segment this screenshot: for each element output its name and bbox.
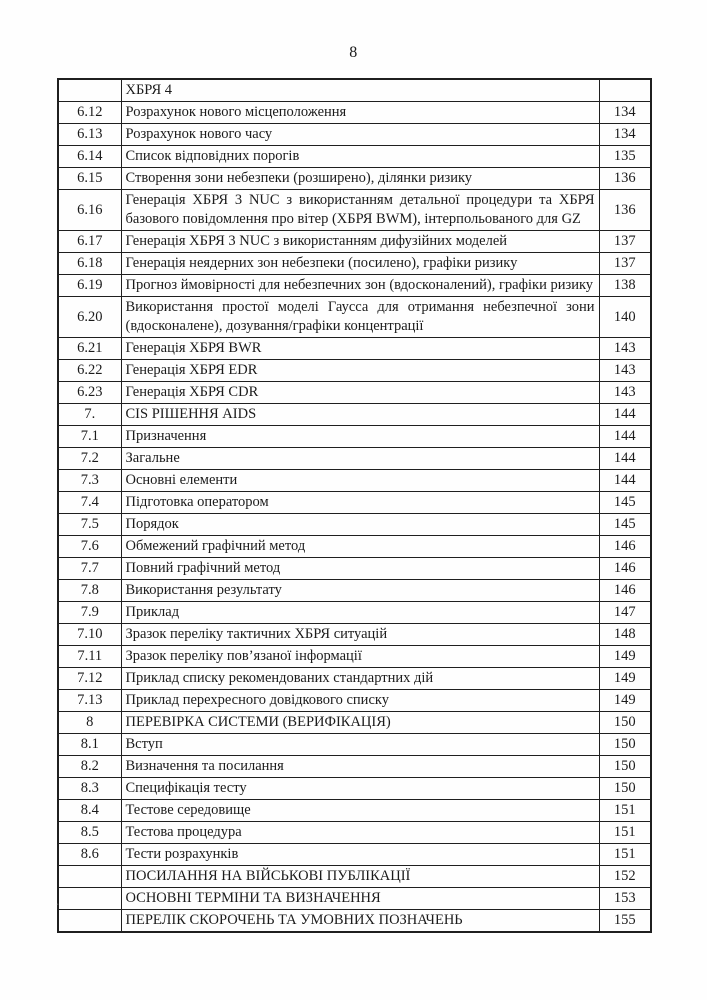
row-number-cell: 7.9	[58, 602, 121, 624]
row-page-cell: 151	[599, 822, 651, 844]
row-page-cell: 143	[599, 382, 651, 404]
row-page-cell: 143	[599, 338, 651, 360]
table-row	[58, 888, 651, 910]
row-title-cell: Загальне	[121, 448, 599, 470]
row-title-cell: ХБРЯ 4	[121, 79, 599, 102]
row-number-cell: 7.	[58, 404, 121, 426]
row-title-cell: Приклад списку рекомендованих стандартних дій	[121, 668, 599, 690]
table-row	[58, 778, 651, 800]
row-title-cell: Генерація ХБРЯ EDR	[121, 360, 599, 382]
row-number-cell: 7.13	[58, 690, 121, 712]
row-number-cell: 6.21	[58, 338, 121, 360]
table-row	[58, 756, 651, 778]
table-row	[58, 79, 651, 102]
row-number-cell: 6.20	[58, 297, 121, 338]
row-number-cell: 7.2	[58, 448, 121, 470]
row-title-cell: Зразок переліку пов’язаної інформації	[121, 646, 599, 668]
table-row	[58, 690, 651, 712]
row-number-cell: 7.7	[58, 558, 121, 580]
table-row	[58, 190, 651, 231]
row-title-cell: ПЕРЕВІРКА СИСТЕМИ (ВЕРИФІКАЦІЯ)	[121, 712, 599, 734]
row-title-cell: Генерація ХБРЯ BWR	[121, 338, 599, 360]
row-page-cell: 147	[599, 602, 651, 624]
row-title-cell: Визначення та посилання	[121, 756, 599, 778]
table-row	[58, 382, 651, 404]
row-title-cell: Список відповідних порогів	[121, 146, 599, 168]
row-title-cell: Генерація ХБРЯ 3 NUC з використанням детальної процедури та ХБРЯ базового повідомлення про вітер (ХБРЯ BWM), інтерпольованого для GZ	[121, 190, 599, 231]
table-row	[58, 297, 651, 338]
table-row	[58, 602, 651, 624]
table-row	[58, 822, 651, 844]
row-number-cell: 8.2	[58, 756, 121, 778]
table-row	[58, 231, 651, 253]
table-row	[58, 146, 651, 168]
row-title-cell: Повний графічний метод	[121, 558, 599, 580]
row-page-cell: 150	[599, 756, 651, 778]
row-number-cell: 6.12	[58, 102, 121, 124]
row-number-cell: 7.3	[58, 470, 121, 492]
row-page-cell: 137	[599, 231, 651, 253]
row-title-cell: ОСНОВНІ ТЕРМІНИ ТА ВИЗНАЧЕННЯ	[121, 888, 599, 910]
row-page-cell: 140	[599, 297, 651, 338]
row-title-cell: Вступ	[121, 734, 599, 756]
row-title-cell: Тести розрахунків	[121, 844, 599, 866]
row-title-cell: Порядок	[121, 514, 599, 536]
row-page-cell: 150	[599, 712, 651, 734]
row-title-cell: Призначення	[121, 426, 599, 448]
row-page-cell: 136	[599, 190, 651, 231]
table-row	[58, 844, 651, 866]
table-row	[58, 734, 651, 756]
row-page-cell: 145	[599, 492, 651, 514]
row-title-cell: Підготовка оператором	[121, 492, 599, 514]
table-row	[58, 338, 651, 360]
table-row	[58, 470, 651, 492]
row-number-cell: 7.11	[58, 646, 121, 668]
row-page-cell: 144	[599, 404, 651, 426]
table-row	[58, 536, 651, 558]
table-row	[58, 360, 651, 382]
row-title-cell: Приклад	[121, 602, 599, 624]
row-page-cell: 136	[599, 168, 651, 190]
table-row	[58, 102, 651, 124]
row-page-cell: 149	[599, 668, 651, 690]
row-title-cell: Розрахунок нового часу	[121, 124, 599, 146]
row-title-cell: Приклад перехресного довідкового списку	[121, 690, 599, 712]
row-number-cell: 6.14	[58, 146, 121, 168]
row-number-cell	[58, 910, 121, 933]
row-title-cell: ПОСИЛАННЯ НА ВІЙСЬКОВІ ПУБЛІКАЦІЇ	[121, 866, 599, 888]
table-row	[58, 580, 651, 602]
table-row	[58, 426, 651, 448]
row-title-cell: CIS РІШЕННЯ AIDS	[121, 404, 599, 426]
row-number-cell: 7.1	[58, 426, 121, 448]
row-page-cell: 148	[599, 624, 651, 646]
row-page-cell: 144	[599, 426, 651, 448]
row-page-cell: 150	[599, 734, 651, 756]
row-page-cell: 134	[599, 102, 651, 124]
row-title-cell: Основні елементи	[121, 470, 599, 492]
row-title-cell: Генерація ХБРЯ CDR	[121, 382, 599, 404]
table-row	[58, 624, 651, 646]
row-page-cell: 144	[599, 470, 651, 492]
row-number-cell: 6.16	[58, 190, 121, 231]
table-row	[58, 866, 651, 888]
row-page-cell	[599, 79, 651, 102]
row-number-cell: 7.4	[58, 492, 121, 514]
table-row	[58, 800, 651, 822]
row-number-cell: 8.6	[58, 844, 121, 866]
row-title-cell: Розрахунок нового місцеположення	[121, 102, 599, 124]
table-row	[58, 910, 651, 933]
row-title-cell: Використання результату	[121, 580, 599, 602]
row-page-cell: 152	[599, 866, 651, 888]
row-page-cell: 143	[599, 360, 651, 382]
row-number-cell	[58, 888, 121, 910]
row-number-cell: 8	[58, 712, 121, 734]
table-row	[58, 668, 651, 690]
row-number-cell: 7.10	[58, 624, 121, 646]
row-page-cell: 153	[599, 888, 651, 910]
table-row	[58, 492, 651, 514]
row-title-cell: Використання простої моделі Гаусса для отримання небезпечної зони (вдосконалене), дозування/графіки концентрації	[121, 297, 599, 338]
row-page-cell: 134	[599, 124, 651, 146]
row-page-cell: 146	[599, 580, 651, 602]
row-page-cell: 151	[599, 800, 651, 822]
row-number-cell: 8.3	[58, 778, 121, 800]
page-number: 8	[349, 44, 358, 61]
stray-dot-mark: .	[56, 893, 60, 908]
table-row	[58, 168, 651, 190]
row-title-cell: Специфікація тесту	[121, 778, 599, 800]
table-of-contents	[57, 78, 652, 933]
row-number-cell: 8.4	[58, 800, 121, 822]
row-page-cell: 138	[599, 275, 651, 297]
row-number-cell: 6.19	[58, 275, 121, 297]
row-page-cell: 155	[599, 910, 651, 933]
row-title-cell: Генерація ХБРЯ 3 NUC з використанням дифузійних моделей	[121, 231, 599, 253]
row-page-cell: 151	[599, 844, 651, 866]
row-title-cell: Тестова процедура	[121, 822, 599, 844]
table-row	[58, 124, 651, 146]
row-page-cell: 145	[599, 514, 651, 536]
toc-body	[58, 79, 651, 932]
row-number-cell: 8.1	[58, 734, 121, 756]
row-title-cell: Генерація неядерних зон небезпеки (посилено), графіки ризику	[121, 253, 599, 275]
table-row	[58, 514, 651, 536]
row-title-cell: Зразок переліку тактичних ХБРЯ ситуацій	[121, 624, 599, 646]
table-row	[58, 253, 651, 275]
table-row	[58, 646, 651, 668]
row-number-cell: 6.18	[58, 253, 121, 275]
row-title-cell: Створення зони небезпеки (розширено), ділянки ризику	[121, 168, 599, 190]
row-page-cell: 146	[599, 558, 651, 580]
row-page-cell: 144	[599, 448, 651, 470]
row-number-cell: 7.12	[58, 668, 121, 690]
row-number-cell	[58, 79, 121, 102]
table-row	[58, 448, 651, 470]
row-number-cell: 6.15	[58, 168, 121, 190]
row-number-cell: 7.8	[58, 580, 121, 602]
row-page-cell: 135	[599, 146, 651, 168]
row-page-cell: 137	[599, 253, 651, 275]
row-number-cell: 6.22	[58, 360, 121, 382]
row-number-cell: 8.5	[58, 822, 121, 844]
row-number-cell	[58, 866, 121, 888]
row-number-cell: 6.17	[58, 231, 121, 253]
row-title-cell: Тестове середовище	[121, 800, 599, 822]
table-row	[58, 712, 651, 734]
row-number-cell: 6.23	[58, 382, 121, 404]
row-title-cell: ПЕРЕЛІК СКОРОЧЕНЬ ТА УМОВНИХ ПОЗНАЧЕНЬ	[121, 910, 599, 933]
row-number-cell: 7.6	[58, 536, 121, 558]
row-number-cell: 7.5	[58, 514, 121, 536]
row-page-cell: 150	[599, 778, 651, 800]
row-title-cell: Прогноз ймовірності для небезпечних зон (вдосконалений), графіки ризику	[121, 275, 599, 297]
row-title-cell: Обмежений графічний метод	[121, 536, 599, 558]
table-row	[58, 558, 651, 580]
row-page-cell: 149	[599, 646, 651, 668]
table-row	[58, 275, 651, 297]
row-page-cell: 146	[599, 536, 651, 558]
table-row	[58, 404, 651, 426]
row-number-cell: 6.13	[58, 124, 121, 146]
row-page-cell: 149	[599, 690, 651, 712]
